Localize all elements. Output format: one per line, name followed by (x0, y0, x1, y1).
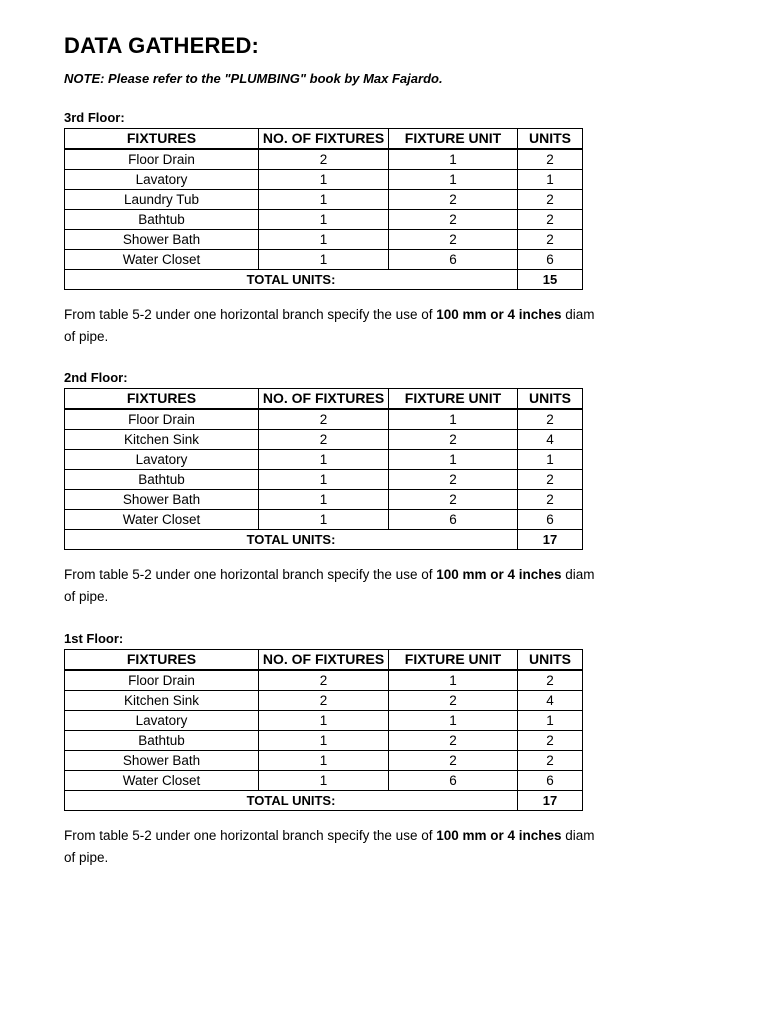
total-label: TOTAL UNITS: (65, 791, 518, 811)
paragraph-text-end: diam (561, 307, 595, 322)
cell-units: 6 (518, 510, 583, 530)
header-fixture-unit: FIXTURE UNIT (389, 389, 518, 410)
cell-fixture-unit: 1 (389, 170, 518, 190)
cell-units: 2 (518, 409, 583, 430)
cell-units: 6 (518, 250, 583, 270)
table-row (65, 190, 583, 210)
cell-units: 4 (518, 430, 583, 450)
paragraph-line-1 (64, 564, 648, 586)
cell-count: 1 (259, 250, 389, 270)
table-row (65, 510, 583, 530)
cell-fixture: Bathtub (65, 210, 259, 230)
cell-units: 4 (518, 691, 583, 711)
cell-units: 2 (518, 751, 583, 771)
total-row (65, 791, 583, 811)
cell-units: 1 (518, 170, 583, 190)
cell-count: 2 (259, 409, 389, 430)
header-fixtures: FIXTURES (65, 650, 259, 671)
fixtures-table-1st-floor (64, 649, 583, 811)
header-units: UNITS (518, 650, 583, 671)
pipe-diameter-paragraph (64, 304, 648, 348)
floor-section-1st (64, 629, 764, 869)
cell-fixture-unit: 2 (389, 731, 518, 751)
cell-fixture-unit: 2 (389, 190, 518, 210)
paragraph-text: From table 5-2 under one horizontal branch specify the use of (64, 307, 437, 322)
floor-label: 3rd Floor: (64, 110, 125, 125)
reference-note: NOTE: Please refer to the "PLUMBING" book by Max Fajardo. (64, 71, 443, 86)
header-units: UNITS (518, 129, 583, 150)
cell-units: 2 (518, 149, 583, 170)
table-row (65, 771, 583, 791)
table-row (65, 230, 583, 250)
cell-fixture-unit: 1 (389, 670, 518, 691)
table-row (65, 691, 583, 711)
cell-units: 1 (518, 711, 583, 731)
floor-label: 2nd Floor: (64, 370, 128, 385)
cell-fixture-unit: 2 (389, 490, 518, 510)
cell-fixture-unit: 6 (389, 771, 518, 791)
cell-count: 1 (259, 771, 389, 791)
cell-count: 1 (259, 170, 389, 190)
table-row (65, 470, 583, 490)
paragraph-bold-size: 100 mm or 4 inches (436, 828, 562, 843)
cell-fixture: Water Closet (65, 250, 259, 270)
paragraph-line-1 (64, 304, 648, 326)
total-label: TOTAL UNITS: (65, 530, 518, 550)
table-header-row (65, 129, 583, 150)
table-row (65, 711, 583, 731)
table-header-row (65, 650, 583, 671)
cell-fixture: Bathtub (65, 470, 259, 490)
header-fixture-unit: FIXTURE UNIT (389, 129, 518, 150)
table-row (65, 149, 583, 170)
cell-count: 1 (259, 490, 389, 510)
table-row (65, 490, 583, 510)
cell-fixture: Shower Bath (65, 490, 259, 510)
table-row (65, 409, 583, 430)
cell-units: 2 (518, 230, 583, 250)
cell-count: 1 (259, 751, 389, 771)
cell-units: 2 (518, 490, 583, 510)
cell-fixture-unit: 2 (389, 470, 518, 490)
cell-fixture-unit: 2 (389, 751, 518, 771)
header-units: UNITS (518, 389, 583, 410)
total-label: TOTAL UNITS: (65, 270, 518, 290)
cell-fixture-unit: 1 (389, 450, 518, 470)
cell-count: 1 (259, 711, 389, 731)
pipe-diameter-paragraph (64, 825, 648, 869)
cell-count: 1 (259, 450, 389, 470)
cell-fixture: Lavatory (65, 711, 259, 731)
paragraph-line-2: of pipe. (64, 589, 109, 604)
total-value: 15 (518, 270, 583, 290)
cell-fixture-unit: 1 (389, 409, 518, 430)
cell-count: 1 (259, 731, 389, 751)
table-row (65, 210, 583, 230)
cell-fixture: Kitchen Sink (65, 691, 259, 711)
cell-fixture: Water Closet (65, 771, 259, 791)
paragraph-line-2: of pipe. (64, 850, 109, 865)
cell-count: 1 (259, 210, 389, 230)
paragraph-text-end: diam (561, 567, 595, 582)
fixtures-table-3rd-floor (64, 128, 583, 290)
cell-units: 2 (518, 210, 583, 230)
cell-fixture-unit: 1 (389, 149, 518, 170)
cell-fixture-unit: 2 (389, 691, 518, 711)
paragraph-line-2: of pipe. (64, 329, 109, 344)
paragraph-bold-size: 100 mm or 4 inches (436, 567, 562, 582)
total-value: 17 (518, 530, 583, 550)
cell-fixture-unit: 2 (389, 230, 518, 250)
total-value: 17 (518, 791, 583, 811)
header-no-of-fixtures: NO. OF FIXTURES (259, 650, 389, 671)
cell-fixture-unit: 6 (389, 510, 518, 530)
table-row (65, 751, 583, 771)
cell-count: 1 (259, 510, 389, 530)
paragraph-bold-size: 100 mm or 4 inches (436, 307, 562, 322)
cell-count: 2 (259, 430, 389, 450)
cell-fixture-unit: 2 (389, 210, 518, 230)
table-row (65, 450, 583, 470)
cell-units: 1 (518, 450, 583, 470)
floor-section-2nd (64, 368, 764, 608)
cell-units: 2 (518, 470, 583, 490)
cell-units: 2 (518, 190, 583, 210)
floor-label: 1st Floor: (64, 631, 124, 646)
header-no-of-fixtures: NO. OF FIXTURES (259, 389, 389, 410)
paragraph-text: From table 5-2 under one horizontal branch specify the use of (64, 567, 437, 582)
cell-count: 2 (259, 670, 389, 691)
header-fixtures: FIXTURES (65, 129, 259, 150)
cell-count: 2 (259, 691, 389, 711)
cell-fixture: Shower Bath (65, 230, 259, 250)
cell-count: 1 (259, 230, 389, 250)
total-row (65, 530, 583, 550)
cell-fixture-unit: 1 (389, 711, 518, 731)
paragraph-text: From table 5-2 under one horizontal branch specify the use of (64, 828, 437, 843)
header-fixture-unit: FIXTURE UNIT (389, 650, 518, 671)
cell-fixture-unit: 2 (389, 430, 518, 450)
page-title: DATA GATHERED: (64, 33, 260, 58)
cell-units: 2 (518, 670, 583, 691)
fixtures-table-2nd-floor (64, 388, 583, 550)
paragraph-text-end: diam (561, 828, 595, 843)
cell-fixture: Kitchen Sink (65, 430, 259, 450)
pipe-diameter-paragraph (64, 564, 648, 608)
cell-fixture: Floor Drain (65, 149, 259, 170)
cell-fixture: Floor Drain (65, 409, 259, 430)
total-row (65, 270, 583, 290)
header-fixtures: FIXTURES (65, 389, 259, 410)
header-no-of-fixtures: NO. OF FIXTURES (259, 129, 389, 150)
table-row (65, 670, 583, 691)
table-row (65, 430, 583, 450)
cell-count: 1 (259, 190, 389, 210)
cell-fixture: Bathtub (65, 731, 259, 751)
floor-section-3rd (64, 108, 764, 348)
table-header-row (65, 389, 583, 410)
cell-count: 2 (259, 149, 389, 170)
table-row (65, 250, 583, 270)
cell-fixture-unit: 6 (389, 250, 518, 270)
cell-units: 6 (518, 771, 583, 791)
cell-count: 1 (259, 470, 389, 490)
cell-fixture: Laundry Tub (65, 190, 259, 210)
cell-fixture: Floor Drain (65, 670, 259, 691)
cell-fixture: Lavatory (65, 170, 259, 190)
cell-fixture: Water Closet (65, 510, 259, 530)
table-row (65, 170, 583, 190)
paragraph-line-1 (64, 825, 648, 847)
cell-units: 2 (518, 731, 583, 751)
cell-fixture: Lavatory (65, 450, 259, 470)
table-row (65, 731, 583, 751)
cell-fixture: Shower Bath (65, 751, 259, 771)
